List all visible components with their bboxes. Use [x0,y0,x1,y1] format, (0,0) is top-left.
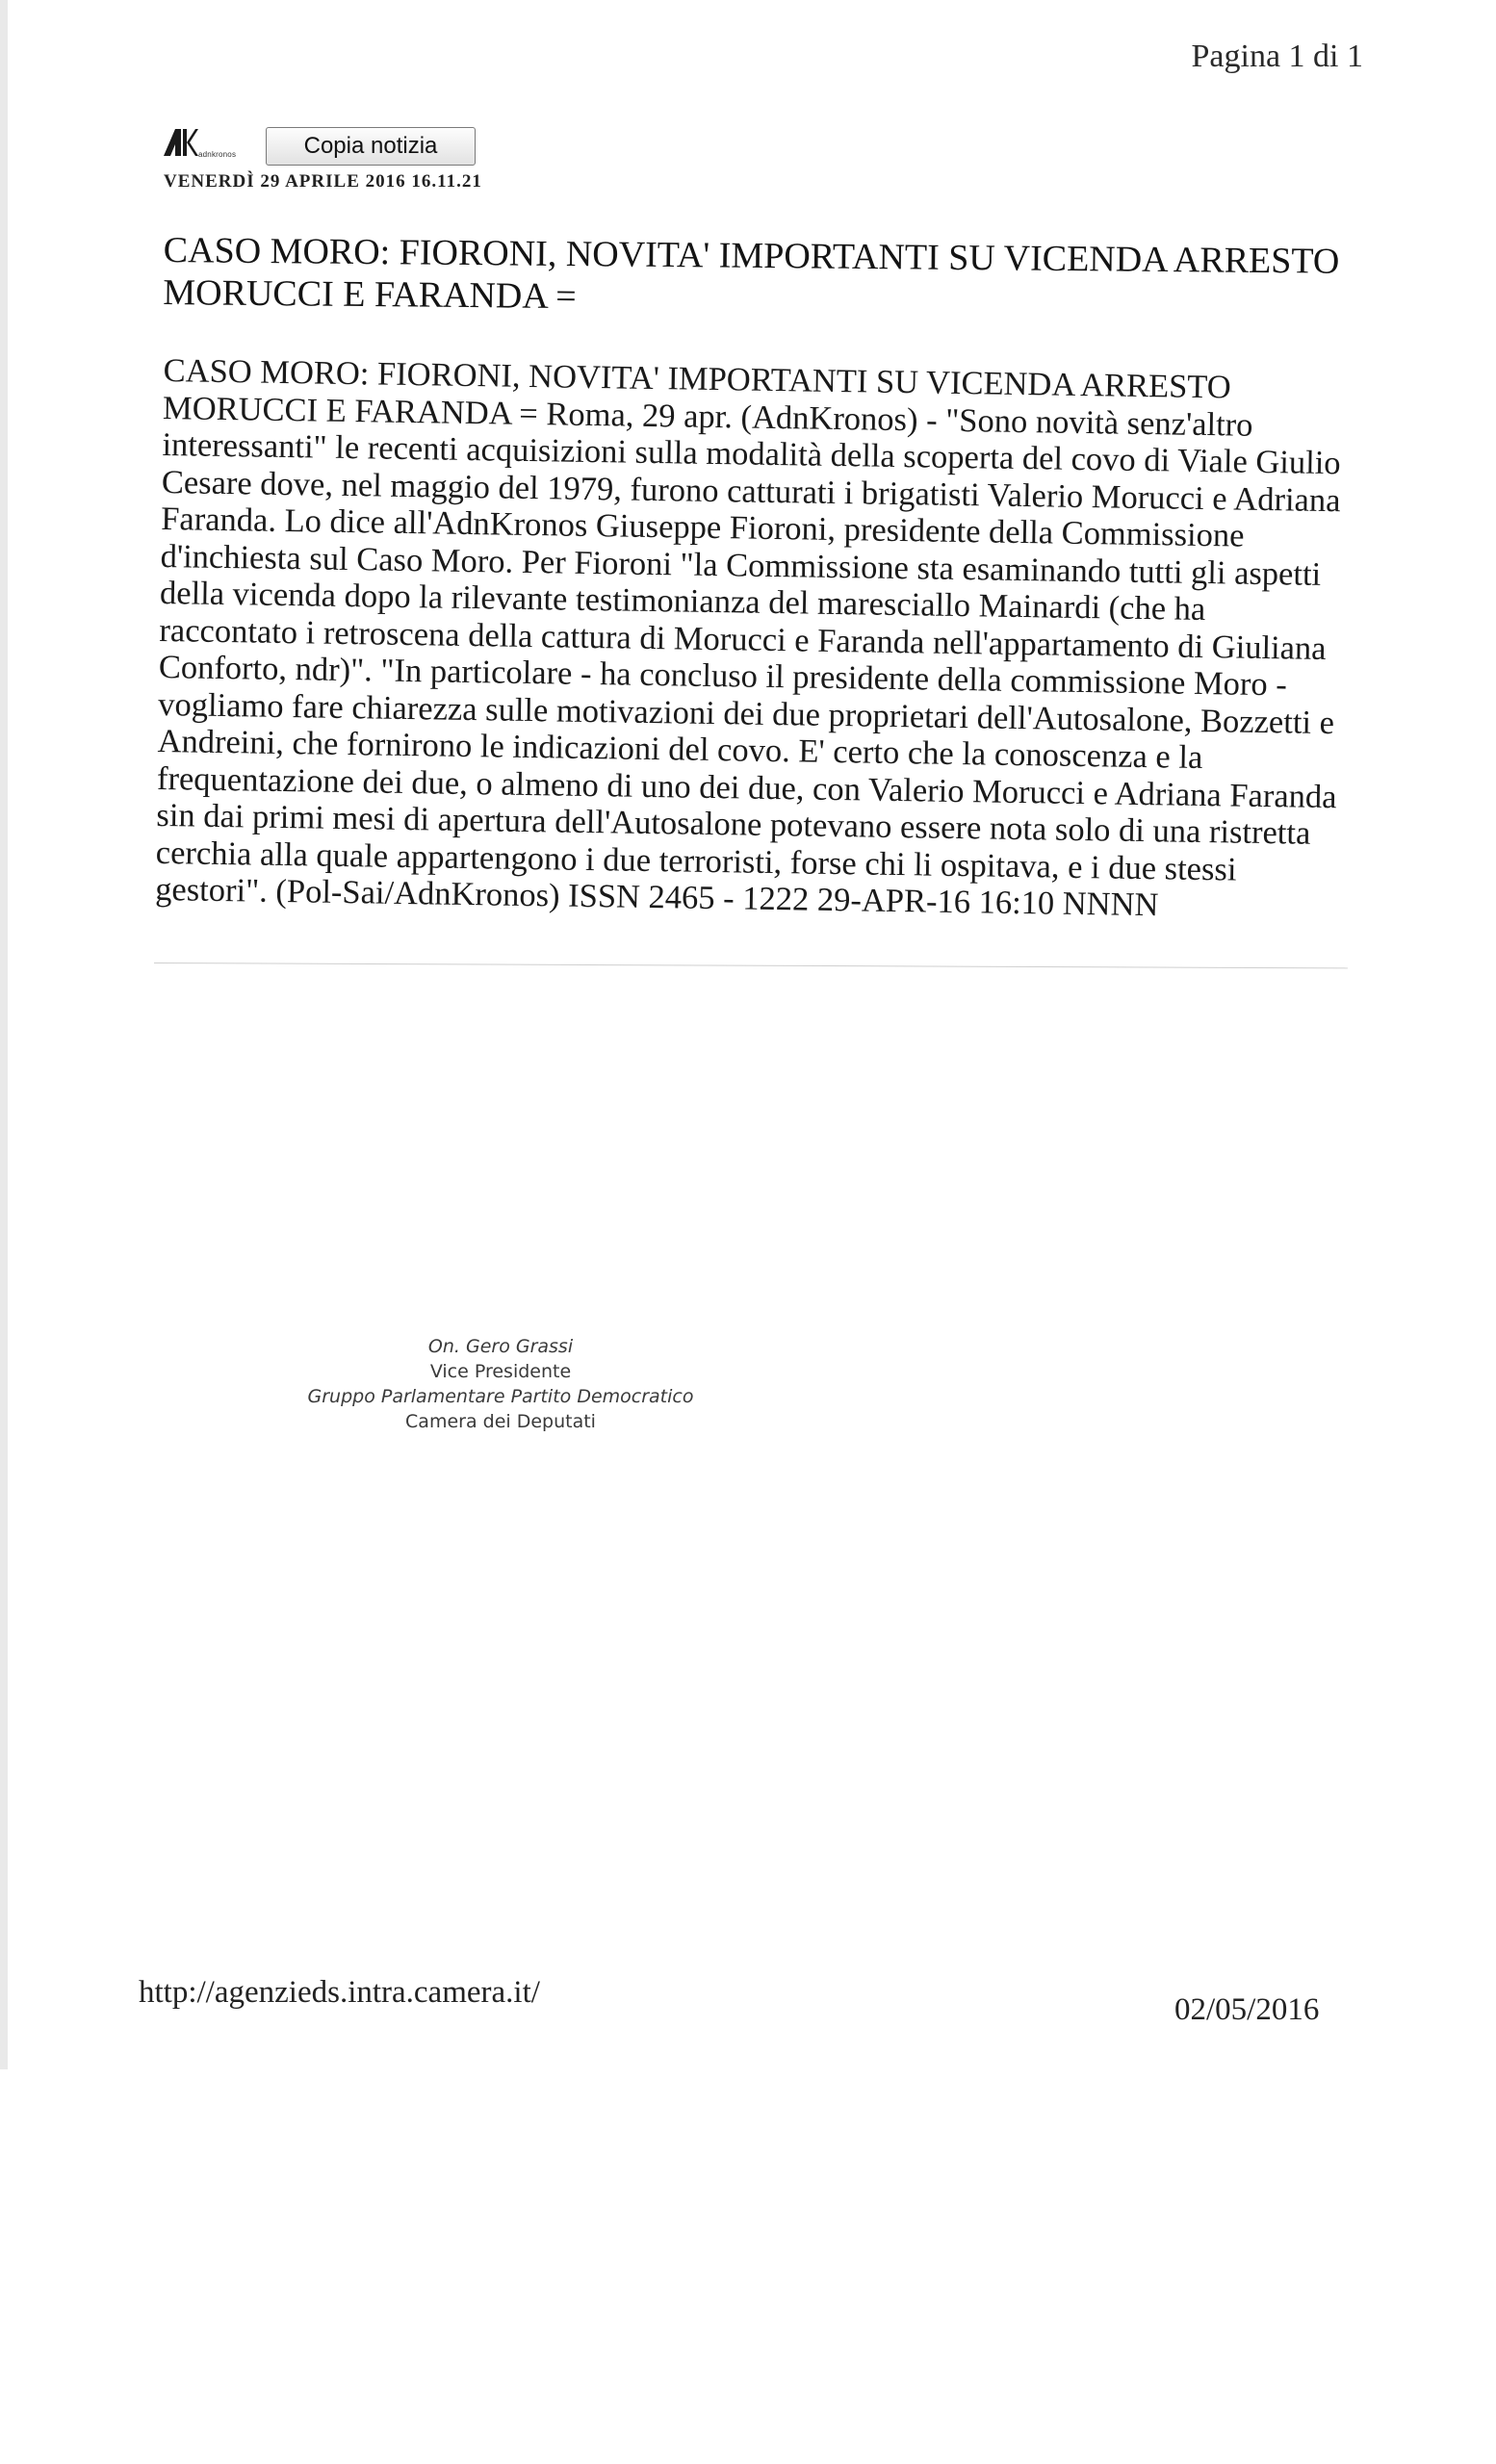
ak-logo-mark-icon [164,129,198,156]
agency-bar [164,123,476,169]
footer-url: http://agenzieds.intra.camera.it/ [139,1975,540,2010]
signature-role: Vice Presidente [429,1361,572,1382]
adnkronos-logo-icon [164,125,262,167]
page-number: Pagina 1 di 1 [1191,38,1363,74]
scan-edge [0,0,8,2069]
footer-date: 02/05/2016 [1174,1992,1320,2027]
divider [154,962,1348,968]
news-date: VENERDÌ 29 APRILE 2016 16.11.21 [164,171,482,192]
article-headline: CASO MORO: FIORONI, NOVITA' IMPORTANTI SU VICENDA ARRESTO MORUCCI E FARANDA = [163,229,1340,318]
signature-name: On. Gero Grassi [427,1336,574,1357]
logo-tag: adnkronos [198,150,237,159]
signature-block [270,1334,732,1434]
copy-news-button[interactable]: Copia notizia [266,127,476,166]
article-body: CASO MORO: FIORONI, NOVITA' IMPORTANTI SU VICENDA ARRESTO MORUCCI E FARANDA = Roma, 29 apr. (AdnKronos) - "Sono novità senz'altro interessanti" le recenti acquisizioni sulla modalità della scoperta del covo di Viale Giulio Cesare dove, nel maggio del 1979, furono catturati i brigatisti Valerio Morucci e Adriana Faranda. Lo dice all'AdnKronos Giuseppe Fioroni, presidente della Commissione d'inchiesta sul Caso Moro. Per Fioroni "la Commissione sta esaminando tutti gli aspetti della vicenda dopo la rilevante testimonianza del maresciallo Mainardi (che ha raccontato i retroscena della cattura di Morucci e Faranda nell'appartamento di Giuliana Conforto, ndr)". "In particolare - ha concluso il presidente della commissione Moro - vogliamo fare chiarezza sulle motivazioni dei due proprietari dell'Autosalone, Bozzetti e Andreini, che fornirono le indicazioni del covo. E' certo che la conoscenza e la frequentazione dei due, o almeno di uno dei due, con Valerio Morucci e Adriana Faranda sin dai primi mesi di apertura dell'Autosalone potevano essere nota solo di una ristretta cerchia alla quale appartengono i due terroristi, forse chi li ospitava, e i due stessi gestori". (Pol-Sai/AdnKronos) ISSN 2465 - 1222 29-APR-16 16:10 NNNN [154,352,1341,924]
signature-institution: Camera dei Deputati [405,1411,596,1432]
signature-group: Gruppo Parlamentare Partito Democratico [307,1386,694,1407]
